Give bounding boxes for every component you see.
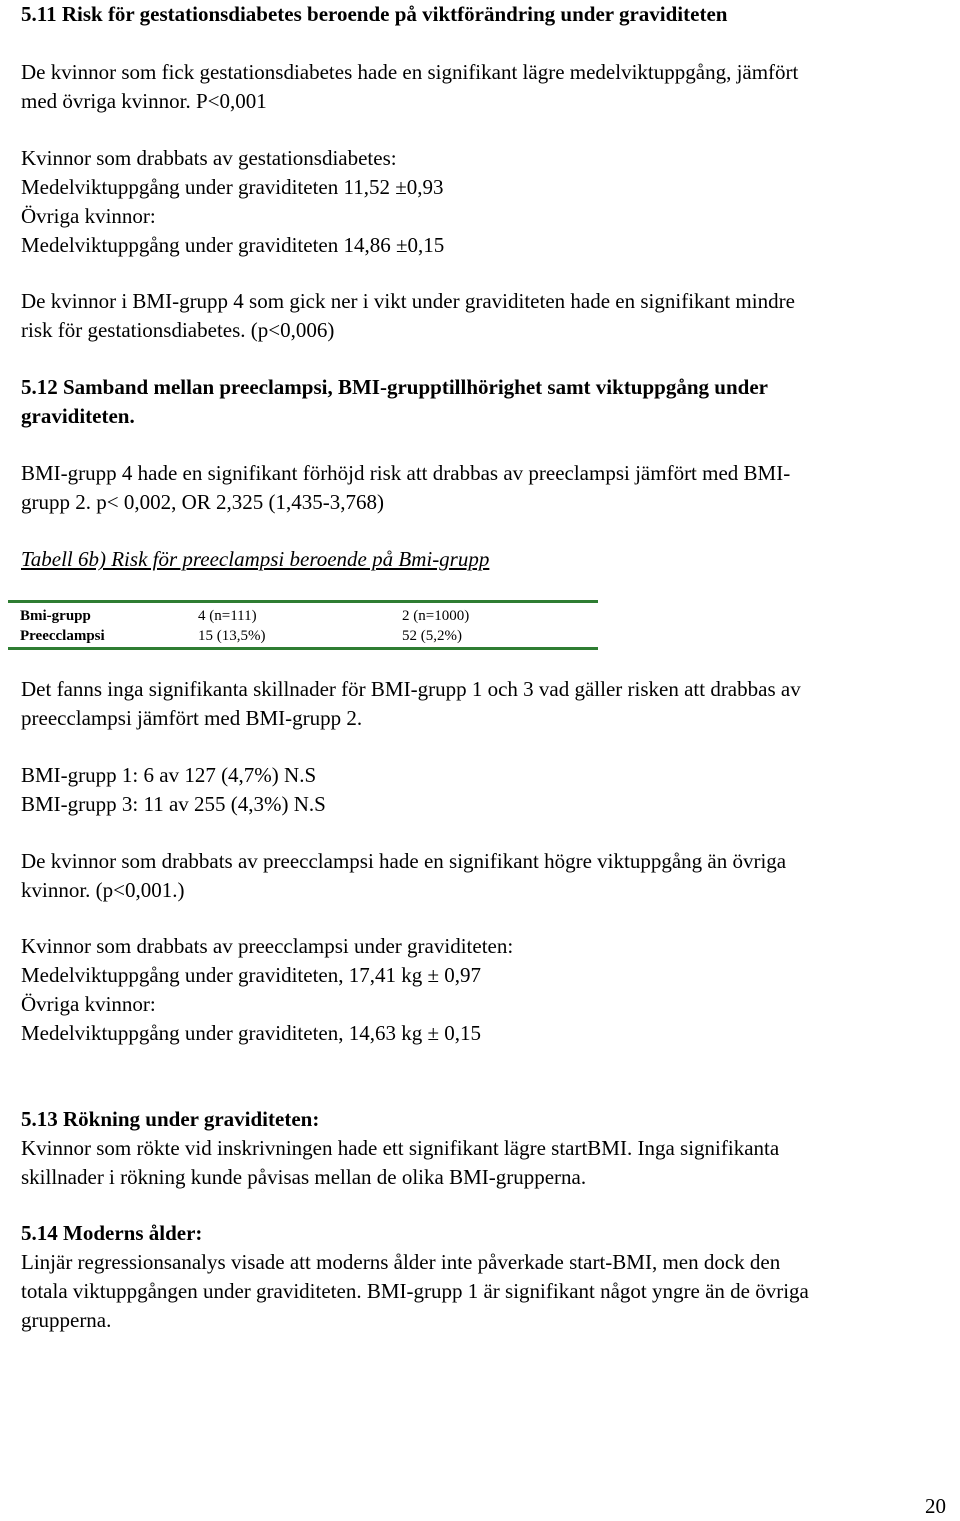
section-513 [21,1105,951,1192]
section-511-paragraph-1 [21,58,951,116]
text-line: De kvinnor i BMI-grupp 4 som gick ner i vikt under graviditeten hade en signifikant mindre [21,289,795,313]
text-line: skillnader i rökning kunde påvisas mellan de olika BMI-grupperna. [21,1165,587,1189]
text-line: Medelviktuppgång under graviditeten 14,86 ±0,15 [21,233,445,257]
text-line: BMI-grupp 3: 11 av 255 (4,3%) N.S [21,792,326,816]
table-row [8,625,598,649]
heading-line: 5.12 Samband mellan preeclampsi, BMI-grupptillhörighet samt viktuppgång under [21,375,768,399]
text-line: BMI-grupp 4 hade en signifikant förhöjd risk att drabbas av preeclampsi jämfört med BMI- [21,461,791,485]
table-cell: 2 (n=1000) [402,608,470,624]
text-line: preecclampsi jämfört med BMI-grupp 2. [21,706,363,730]
section-511-heading [21,0,951,29]
text-line: Medelviktuppgång under graviditeten, 14,63 kg ± 0,15 [21,1021,482,1045]
text-line: risk för gestationsdiabetes. (p<0,006) [21,318,335,342]
text-line: Kvinnor som rökte vid inskrivningen hade ett signifikant lägre startBMI. Inga signifikanta [21,1136,780,1160]
page-number: 20 [925,1494,946,1518]
table-row [8,602,598,626]
section-512-paragraph-5 [21,932,951,1048]
table-cell: 52 (5,2%) [402,628,462,644]
text-line: totala viktuppgången under graviditeten. BMI-grupp 1 är signifikant något yngre än de övriga [21,1279,809,1303]
text-line: grupperna. [21,1308,112,1332]
text-line: De kvinnor som drabbats av preecclampsi hade en signifikant högre viktuppgång än övriga [21,849,787,873]
text-line: Det fanns inga signifikanta skillnader för BMI-grupp 1 och 3 vad gäller risken att drabbas av [21,677,801,701]
section-511-paragraph-3 [21,287,951,345]
section-heading: 5.11 Risk för gestationsdiabetes beroende på viktförändring under graviditeten [21,2,728,26]
table-cell: Bmi-grupp [20,608,91,624]
text-line: De kvinnor som fick gestationsdiabetes hade en signifikant lägre medelviktuppgång, jämfört [21,60,799,84]
text-line: Övriga kvinnor: [21,204,156,228]
text-line: Kvinnor som drabbats av preecclampsi under graviditeten: [21,934,514,958]
text-line: Medelviktuppgång under graviditeten 11,52 ±0,93 [21,175,444,199]
table-cell: 15 (13,5%) [198,628,266,644]
preeclampsi-risk-table [8,600,598,650]
table-cell: 4 (n=111) [198,608,257,624]
section-512-paragraph-3 [21,761,951,819]
text-line: med övriga kvinnor. P<0,001 [21,89,267,113]
text-line: BMI-grupp 1: 6 av 127 (4,7%) N.S [21,763,317,787]
section-heading: 5.13 Rökning under graviditeten: [21,1107,320,1131]
text-line: kvinnor. (p<0,001.) [21,878,185,902]
text-line: Kvinnor som drabbats av gestationsdiabetes: [21,146,397,170]
section-512-paragraph-2 [21,675,951,733]
table-caption [21,545,951,574]
table-cell: Preecclampsi [20,628,105,644]
section-512-paragraph-4 [21,847,951,905]
section-heading: 5.14 Moderns ålder: [21,1221,203,1245]
table-caption-text: Tabell 6b) Risk för preeclampsi beroende på Bmi-grupp [21,547,490,571]
heading-line: graviditeten. [21,404,135,428]
section-512-paragraph-1 [21,459,951,517]
section-511-paragraph-2 [21,144,951,260]
section-512-heading [21,373,951,431]
text-line: Medelviktuppgång under graviditeten, 17,41 kg ± 0,97 [21,963,482,987]
text-line: Övriga kvinnor: [21,992,156,1016]
text-line: grupp 2. p< 0,002, OR 2,325 (1,435-3,768) [21,490,384,514]
section-514 [21,1219,951,1335]
text-line: Linjär regressionsanalys visade att moderns ålder inte påverkade start-BMI, men dock den [21,1250,781,1274]
section-heading [21,373,951,431]
